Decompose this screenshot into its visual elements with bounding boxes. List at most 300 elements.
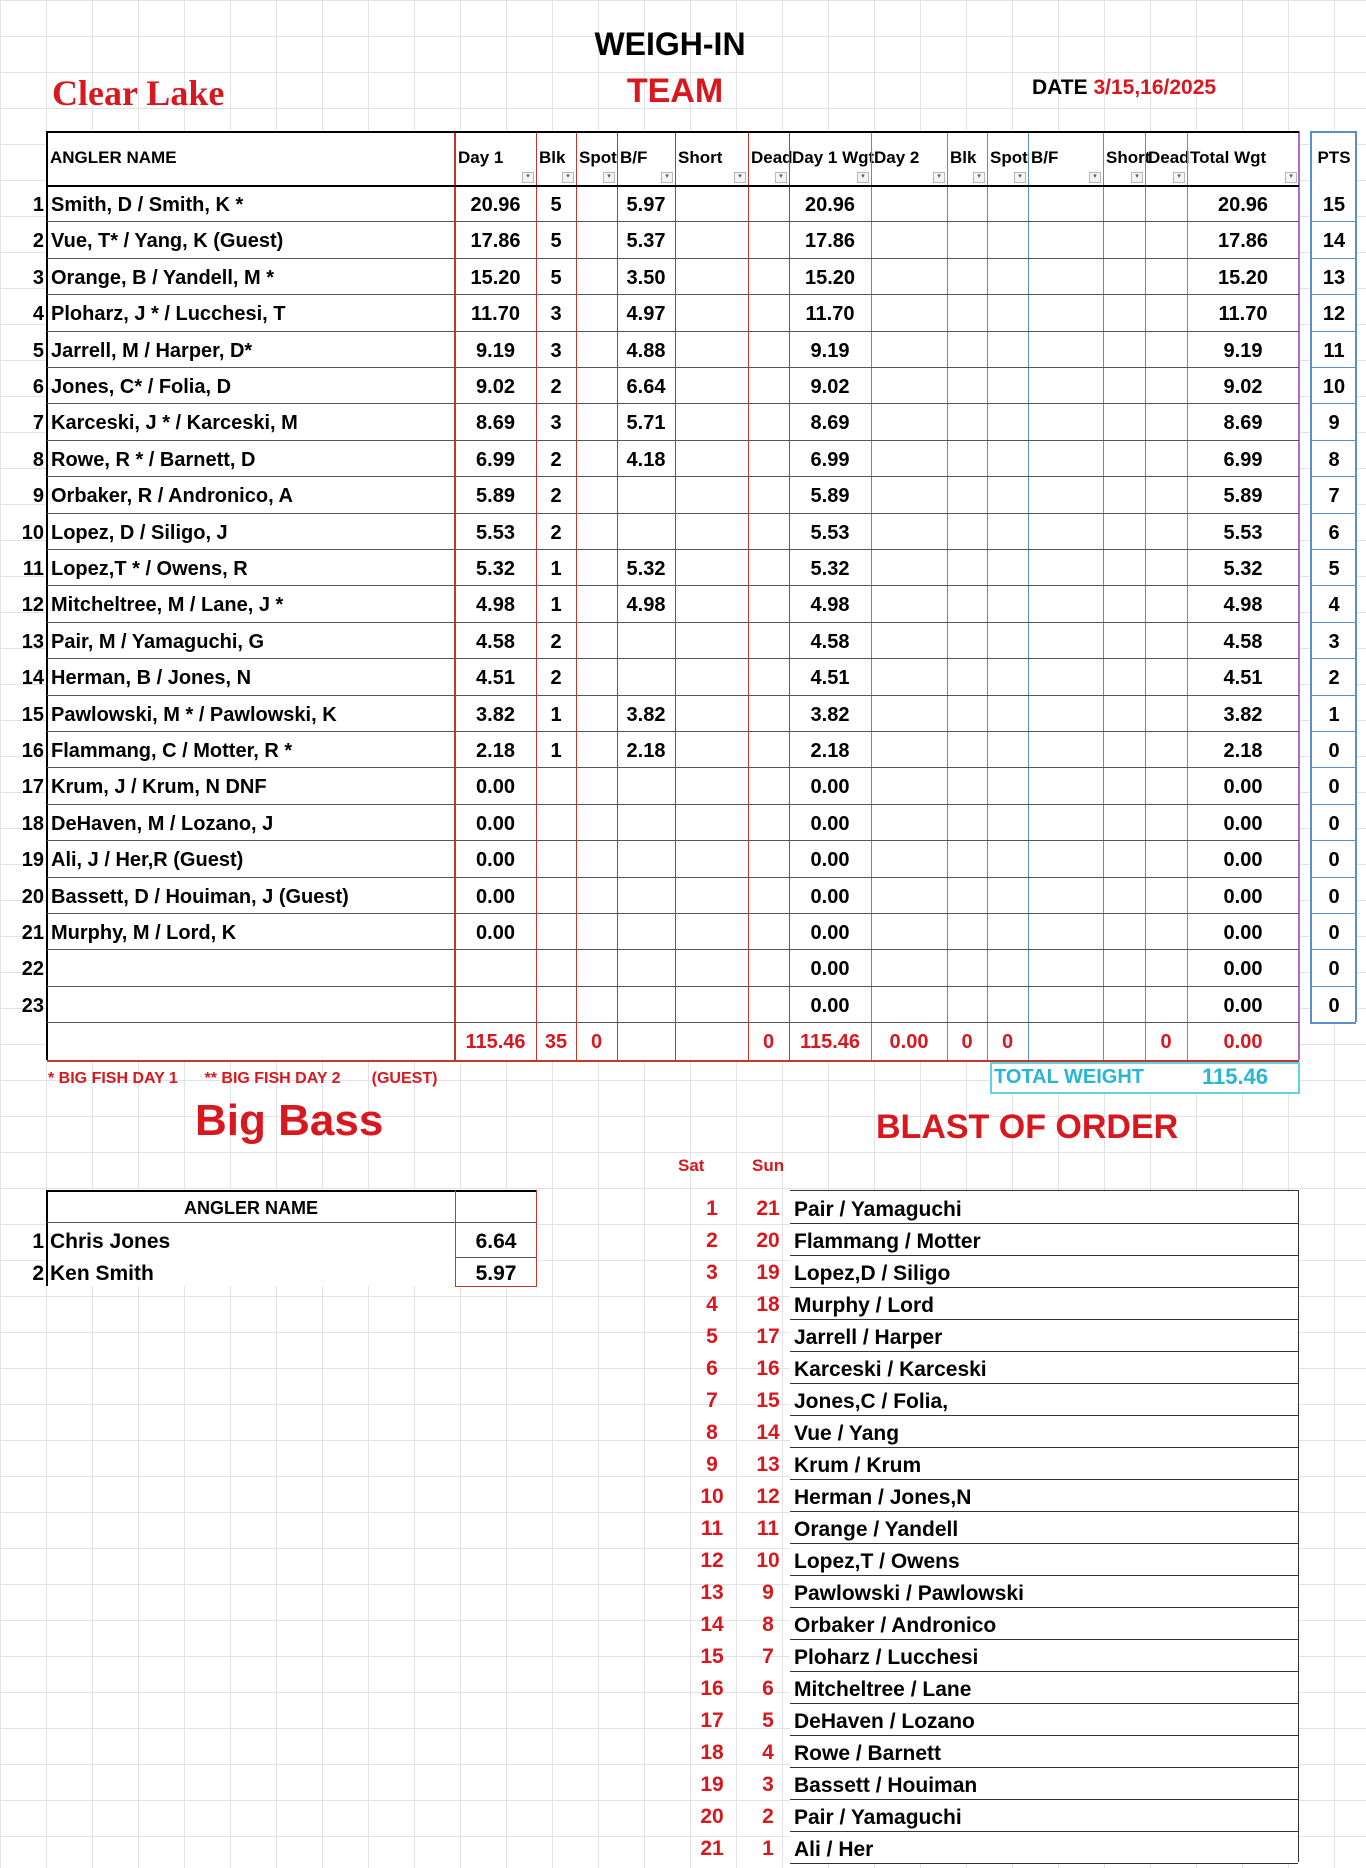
pts-cell[interactable]: 4 — [1328, 594, 1340, 617]
big-fish-cell[interactable] — [617, 622, 675, 658]
col-header-bf[interactable]: B/F — [620, 148, 648, 167]
day1-weight-cell[interactable]: 2.18 — [476, 740, 515, 762]
angler-name-cell[interactable]: Lopez, D / Siligo, J — [51, 521, 228, 544]
blast-sun-number: 20 — [756, 1229, 780, 1252]
totals-dead[interactable]: 0 — [762, 1031, 775, 1054]
totals-day1[interactable]: 115.46 — [465, 1031, 526, 1054]
blast-sat-number: 12 — [700, 1549, 724, 1572]
blast-sun-number: 12 — [756, 1485, 780, 1508]
blast-sat-number: 6 — [706, 1357, 718, 1380]
blast-sat-number: 8 — [706, 1421, 718, 1444]
pts-cell[interactable]: 0 — [1328, 994, 1340, 1017]
filter-dropdown-icon[interactable]: ▾ — [1131, 172, 1143, 183]
column-divider — [947, 131, 948, 1060]
big-fish-cell[interactable]: 5.97 — [626, 194, 666, 216]
row-number: 16 — [21, 740, 44, 762]
blast-sun-number: 1 — [762, 1837, 774, 1860]
column-divider — [748, 131, 749, 1060]
column-divider — [987, 131, 988, 1060]
row-number: 12 — [21, 594, 44, 617]
col-header-angler-name[interactable]: ANGLER NAME — [50, 148, 177, 167]
blk-cell[interactable] — [536, 877, 576, 913]
table-top-border — [47, 131, 1299, 133]
angler-name-cell[interactable]: Pawlowski, M * / Pawlowski, K — [51, 703, 337, 726]
blk-cell[interactable]: 2 — [550, 630, 562, 653]
blk-cell[interactable]: 2 — [550, 376, 562, 398]
blk-cell[interactable]: 2 — [550, 485, 562, 508]
blast-sun-number: 4 — [762, 1741, 774, 1764]
blk-cell[interactable]: 5 — [550, 266, 562, 289]
col-header-day1-wgt[interactable]: Day 1 Wgt — [792, 148, 875, 167]
total-wgt-cell[interactable]: 4.98 — [1223, 594, 1263, 617]
blast-sat-number: 15 — [700, 1645, 724, 1668]
blast-team[interactable]: Ploharz / Lucchesi — [790, 1640, 1298, 1672]
angler-name-cell[interactable]: Lopez,T * / Owens, R — [51, 558, 248, 580]
row-number: 23 — [21, 994, 44, 1017]
totals-spot[interactable]: 0 — [590, 1031, 603, 1054]
angler-name-cell[interactable]: Mitcheltree, M / Lane, J * — [51, 594, 284, 617]
blast-sat-number: 18 — [700, 1741, 724, 1764]
row-number: 21 — [21, 922, 44, 944]
blast-team[interactable]: Lopez,T / Owens — [790, 1544, 1298, 1576]
big-bass-weight[interactable]: 6.64 — [475, 1230, 517, 1253]
blast-team[interactable]: Pair / Yamaguchi — [790, 1800, 1298, 1832]
blast-team[interactable]: Herman / Jones,N — [790, 1480, 1298, 1512]
day1-weight-cell[interactable]: 5.53 — [476, 521, 515, 544]
angler-name-cell[interactable]: DeHaven, M / Lozano, J — [51, 812, 274, 835]
row-number: 11 — [22, 558, 44, 580]
angler-name-cell[interactable]: Ploharz, J * / Lucchesi, T — [51, 303, 286, 326]
blast-team[interactable]: Karceski / Karceski — [790, 1352, 1298, 1384]
col-header-dead2[interactable]: Dead — [1148, 148, 1190, 167]
blast-sat-number: 21 — [700, 1837, 724, 1860]
total-wgt-cell[interactable]: 0.00 — [1223, 922, 1263, 944]
angler-name-cell[interactable]: Krum, J / Krum, N DNF — [51, 776, 267, 799]
blast-team[interactable]: Murphy / Lord — [790, 1288, 1298, 1320]
col-header-day1[interactable]: Day 1 — [458, 148, 504, 167]
blast-team[interactable]: Orbaker / Andronico — [790, 1608, 1298, 1640]
blk-cell[interactable]: 1 — [550, 740, 562, 762]
blast-team[interactable]: Bassett / Houiman — [790, 1768, 1298, 1800]
day1-wgt-cell[interactable]: 4.58 — [810, 630, 850, 653]
big-fish-cell[interactable]: 5.37 — [626, 230, 666, 253]
col-header-pts[interactable]: PTS — [1317, 148, 1351, 167]
row-number: 1 — [32, 194, 44, 216]
totals-spot2[interactable]: 0 — [1001, 1031, 1014, 1054]
pts-cell[interactable]: 2 — [1328, 667, 1340, 690]
day1-weight-cell[interactable]: 20.96 — [470, 194, 521, 216]
col-header-short[interactable]: Short — [678, 148, 723, 167]
blk-cell[interactable]: 3 — [550, 303, 562, 326]
day1-weight-cell[interactable]: 0.00 — [476, 922, 515, 944]
col-header-spot2[interactable]: Spot — [990, 148, 1028, 167]
total-wgt-cell[interactable]: 11.70 — [1218, 303, 1268, 326]
row-number: 17 — [21, 776, 44, 799]
total-wgt-cell[interactable]: 0.00 — [1223, 994, 1263, 1017]
pts-cell[interactable]: 14 — [1322, 230, 1346, 253]
angler-name-cell[interactable]: Karceski, J * / Karceski, M — [51, 412, 298, 435]
date-label: DATE — [1032, 76, 1088, 99]
blast-team[interactable]: Rowe / Barnett — [790, 1736, 1298, 1768]
blast-sat-number: 7 — [706, 1389, 718, 1412]
blast-sun-number: 5 — [762, 1709, 774, 1732]
totals-blk[interactable]: 35 — [544, 1031, 568, 1054]
filter-dropdown-icon[interactable]: ▾ — [775, 172, 787, 183]
big-fish-cell[interactable]: 4.88 — [626, 339, 666, 362]
column-divider — [1028, 131, 1029, 1060]
blast-team[interactable]: Flammang / Motter — [790, 1224, 1298, 1256]
blast-right-border — [1298, 1190, 1299, 1862]
total-wgt-cell[interactable]: 0.00 — [1223, 812, 1263, 835]
total-wgt-cell[interactable]: 2.18 — [1223, 740, 1263, 762]
pts-cell[interactable]: 7 — [1328, 485, 1340, 508]
day1-wgt-cell[interactable]: 0.00 — [810, 849, 850, 872]
big-fish-cell[interactable] — [617, 476, 675, 512]
blast-sat-number: 14 — [700, 1613, 724, 1636]
filter-dropdown-icon[interactable]: ▾ — [1089, 172, 1101, 183]
day1-weight-cell[interactable]: 9.02 — [476, 376, 515, 398]
pts-cell[interactable]: 3 — [1328, 630, 1340, 653]
blast-sun-number: 21 — [756, 1197, 780, 1220]
date-display — [1032, 76, 1216, 100]
blast-team[interactable]: Ali / Her — [790, 1832, 1298, 1864]
big-fish-cell[interactable] — [617, 986, 675, 1022]
filter-dropdown-icon[interactable]: ▾ — [933, 172, 945, 183]
angler-name-cell[interactable] — [51, 949, 451, 985]
blast-sun-number: 14 — [756, 1421, 780, 1444]
blk-cell[interactable]: 1 — [550, 703, 562, 726]
day1-wgt-cell[interactable]: 5.89 — [810, 485, 850, 508]
blk-cell[interactable] — [536, 804, 576, 840]
col-header-dead[interactable]: Dead — [751, 148, 793, 167]
pts-cell[interactable]: 8 — [1328, 448, 1340, 471]
blk-cell[interactable]: 2 — [550, 448, 562, 471]
day1-wgt-cell[interactable]: 20.96 — [804, 194, 856, 216]
total-wgt-cell[interactable]: 0.00 — [1223, 776, 1263, 799]
sheet-title: WEIGH-IN — [594, 26, 746, 62]
angler-name-cell[interactable]: Pair, M / Yamaguchi, G — [51, 630, 265, 653]
blast-order-title: BLAST OF ORDER — [876, 1108, 1179, 1146]
row-number: 18 — [21, 812, 44, 835]
filter-dropdown-icon[interactable]: ▾ — [562, 172, 574, 183]
big-fish-cell[interactable] — [617, 840, 675, 876]
big-fish-cell[interactable]: 6.64 — [626, 376, 666, 398]
big-fish-cell[interactable]: 3.50 — [626, 266, 666, 289]
day1-wgt-cell[interactable]: 0.00 — [810, 812, 850, 835]
filter-dropdown-icon[interactable]: ▾ — [1173, 172, 1185, 183]
filter-dropdown-icon[interactable]: ▾ — [973, 172, 985, 183]
blast-sat-number: 20 — [700, 1805, 724, 1828]
angler-name-cell[interactable]: Rowe, R * / Barnett, D — [51, 448, 256, 471]
blk-cell[interactable]: 3 — [550, 412, 562, 435]
day1-wgt-cell[interactable]: 8.69 — [810, 412, 850, 435]
big-fish-cell[interactable] — [617, 658, 675, 694]
big-bass-top-border — [47, 1190, 537, 1192]
angler-name-cell[interactable]: Herman, B / Jones, N — [51, 667, 252, 690]
day1-wgt-cell[interactable]: 0.00 — [810, 885, 850, 908]
col-header-bf2[interactable]: B/F — [1031, 148, 1059, 167]
day1-wgt-cell[interactable]: 0.00 — [810, 922, 850, 944]
blast-sun-number: 13 — [756, 1453, 780, 1476]
big-fish-cell[interactable] — [617, 513, 675, 549]
blast-team[interactable]: DeHaven / Lozano — [790, 1704, 1298, 1736]
day1-weight-cell[interactable]: 5.89 — [476, 485, 515, 508]
angler-name-cell[interactable]: Orbaker, R / Andronico, A — [51, 485, 293, 508]
pts-cell[interactable]: 6 — [1328, 521, 1340, 544]
blast-sun-number: 8 — [762, 1613, 774, 1636]
blk-cell[interactable] — [536, 986, 576, 1022]
totals-dead2[interactable]: 0 — [1160, 1031, 1172, 1054]
big-fish-cell[interactable]: 4.98 — [626, 594, 666, 617]
blk-cell[interactable] — [536, 949, 576, 985]
day1-wgt-cell[interactable]: 4.98 — [810, 594, 850, 617]
total-wgt-cell[interactable]: 5.89 — [1223, 485, 1263, 508]
day1-wgt-cell[interactable]: 11.70 — [805, 303, 855, 326]
day1-weight-cell[interactable]: 5.32 — [476, 558, 515, 580]
day1-weight-cell[interactable]: 0.00 — [476, 885, 515, 908]
day1-wgt-cell[interactable]: 0.00 — [810, 958, 850, 981]
day1-weight-cell[interactable]: 15.20 — [470, 266, 521, 289]
row-number: 20 — [21, 885, 44, 908]
row-number: 13 — [21, 630, 44, 653]
blk-cell[interactable] — [536, 913, 576, 949]
row-number: 22 — [21, 958, 44, 981]
big-fish-cell[interactable]: 5.71 — [626, 412, 666, 435]
big-fish-cell[interactable]: 4.97 — [626, 303, 666, 326]
date-value: 3/15,16/2025 — [1093, 76, 1217, 99]
row-number: 10 — [21, 521, 44, 544]
day1-weight-cell[interactable]: 11.70 — [471, 303, 520, 326]
blast-team[interactable]: Lopez,D / Siligo — [790, 1256, 1298, 1288]
pts-cell[interactable]: 0 — [1328, 922, 1340, 944]
legend-note: * BIG FISH DAY 1 ** BIG FISH DAY 2 (GUEST) — [48, 1070, 438, 1087]
sat-label: Sat — [678, 1156, 705, 1175]
pts-cell[interactable]: 0 — [1328, 958, 1340, 981]
lake-name: Clear Lake — [52, 73, 225, 113]
blast-sat-number: 1 — [706, 1197, 718, 1220]
big-bass-row-number: 2 — [32, 1262, 44, 1285]
row-divider — [47, 1022, 1299, 1023]
totals-total-wgt[interactable]: 0.00 — [1223, 1031, 1263, 1054]
pts-cell[interactable]: 12 — [1322, 303, 1346, 326]
blast-sat-number: 10 — [700, 1485, 724, 1508]
filter-dropdown-icon[interactable]: ▾ — [522, 172, 534, 183]
angler-name-cell[interactable] — [51, 986, 451, 1022]
col-header-blk[interactable]: Blk — [539, 148, 566, 167]
total-wgt-cell[interactable]: 6.99 — [1223, 448, 1263, 471]
col-header-blk2[interactable]: Blk — [950, 148, 977, 167]
big-bass-header-border — [47, 1222, 537, 1223]
big-fish-cell[interactable] — [617, 877, 675, 913]
total-wgt-cell[interactable]: 4.51 — [1223, 667, 1263, 690]
row-number: 15 — [21, 703, 44, 726]
big-bass-weight[interactable]: 5.97 — [475, 1262, 517, 1285]
pts-cell[interactable]: 15 — [1322, 194, 1346, 216]
big-fish-cell[interactable] — [617, 913, 675, 949]
pts-cell[interactable]: 5 — [1328, 558, 1340, 580]
pts-cell[interactable]: 11 — [1323, 339, 1345, 362]
blast-sat-number: 3 — [706, 1261, 718, 1284]
total-wgt-cell[interactable]: 0.00 — [1223, 885, 1263, 908]
row-number: 14 — [21, 667, 44, 690]
filter-dropdown-icon[interactable]: ▾ — [734, 172, 746, 183]
day1-wgt-cell[interactable]: 0.00 — [810, 776, 850, 799]
blk-cell[interactable]: 1 — [550, 558, 562, 580]
day1-wgt-cell[interactable]: 6.99 — [810, 448, 850, 471]
total-wgt-cell[interactable]: 5.32 — [1223, 558, 1263, 580]
col-header-total-wgt[interactable]: Total Wgt — [1190, 148, 1267, 167]
row-number: 6 — [32, 376, 44, 398]
total-wgt-cell[interactable]: 9.02 — [1223, 376, 1263, 398]
day1-wgt-cell[interactable]: 15.20 — [804, 266, 856, 289]
big-fish-cell[interactable] — [617, 949, 675, 985]
col-header-day2[interactable]: Day 2 — [874, 148, 920, 167]
blast-team[interactable]: Pair / Yamaguchi — [790, 1192, 1298, 1224]
day1-wgt-cell[interactable]: 9.02 — [810, 376, 850, 398]
blast-team[interactable]: Orange / Yandell — [790, 1512, 1298, 1544]
day1-weight-cell[interactable]: 0.00 — [476, 849, 515, 872]
row-number: 2 — [32, 230, 44, 253]
row-number: 8 — [32, 448, 44, 471]
blast-team[interactable]: Jones,C / Folia, — [790, 1384, 1298, 1416]
total-wgt-cell[interactable]: 5.53 — [1223, 521, 1263, 544]
day1-weight-cell[interactable]: 0.00 — [476, 812, 515, 835]
angler-name-cell[interactable]: Ali, J / Her,R (Guest) — [51, 849, 244, 872]
day1-weight-cell[interactable]: 8.69 — [476, 412, 515, 435]
col-header-spot[interactable]: Spot — [579, 148, 617, 167]
day1-wgt-cell[interactable]: 3.82 — [810, 703, 850, 726]
pts-cell[interactable]: 9 — [1328, 412, 1340, 435]
blast-sat-number: 11 — [700, 1517, 724, 1540]
pts-row-divider — [1310, 1022, 1356, 1023]
totals-day2[interactable]: 0.00 — [889, 1031, 929, 1054]
sun-label: Sun — [752, 1156, 785, 1175]
blk-cell[interactable]: 5 — [550, 230, 562, 253]
day1-weight-cell[interactable] — [455, 949, 536, 985]
blk-cell[interactable]: 1 — [550, 594, 562, 617]
big-fish-cell[interactable]: 2.18 — [626, 740, 666, 762]
big-bass-angler[interactable]: Ken Smith — [50, 1262, 154, 1285]
pts-border-top — [1310, 131, 1356, 133]
col-header-short2[interactable]: Short — [1106, 148, 1151, 167]
blast-sat-number: 5 — [706, 1325, 718, 1348]
day1-wgt-cell[interactable]: 0.00 — [810, 994, 850, 1017]
pts-cell[interactable]: 0 — [1328, 885, 1340, 908]
total-wgt-cell[interactable]: 15.20 — [1217, 266, 1269, 289]
total-wgt-cell[interactable]: 0.00 — [1223, 849, 1263, 872]
filter-dropdown-icon[interactable]: ▾ — [857, 172, 869, 183]
big-fish-cell[interactable]: 4.18 — [626, 448, 666, 471]
column-divider — [675, 131, 676, 1060]
day1-wgt-cell[interactable]: 2.18 — [810, 740, 850, 762]
blast-team[interactable]: Pawlowski / Pawlowski — [790, 1576, 1298, 1608]
blk-cell[interactable]: 3 — [550, 339, 562, 362]
big-fish-cell[interactable]: 3.82 — [626, 703, 666, 726]
big-fish-cell[interactable]: 5.32 — [626, 558, 666, 580]
blast-sun-number: 9 — [762, 1581, 774, 1604]
big-fish-cell[interactable] — [617, 804, 675, 840]
day1-weight-cell[interactable]: 9.19 — [476, 339, 515, 362]
day1-weight-cell[interactable]: 0.00 — [476, 776, 515, 799]
pts-cell[interactable]: 0 — [1328, 740, 1340, 762]
totals-day1-wgt[interactable]: 115.46 — [799, 1031, 861, 1054]
angler-name-cell[interactable]: Smith, D / Smith, K * — [51, 194, 244, 216]
day1-weight-cell[interactable]: 6.99 — [476, 448, 515, 471]
blk-cell[interactable]: 5 — [550, 194, 562, 216]
day1-wgt-cell[interactable]: 5.53 — [810, 521, 850, 544]
day1-weight-cell[interactable] — [455, 986, 536, 1022]
blast-sun-number: 18 — [756, 1293, 780, 1316]
filter-dropdown-icon[interactable]: ▾ — [603, 172, 615, 183]
blast-team[interactable]: Vue / Yang — [790, 1416, 1298, 1448]
pts-cell[interactable]: 1 — [1328, 703, 1340, 726]
total-wgt-cell[interactable]: 0.00 — [1223, 958, 1263, 981]
blast-sun-number: 7 — [762, 1645, 774, 1668]
angler-name-cell[interactable]: Flammang, C / Motter, R * — [51, 740, 293, 762]
blast-team[interactable]: Mitcheltree / Lane — [790, 1672, 1298, 1704]
blk-cell[interactable] — [536, 767, 576, 803]
pts-cell[interactable]: 13 — [1322, 266, 1346, 289]
total-wgt-cell[interactable]: 8.69 — [1223, 412, 1263, 435]
day1-wgt-cell[interactable]: 5.32 — [810, 558, 850, 580]
total-weight-value[interactable]: 115.46 — [1201, 1064, 1269, 1089]
big-bass-col-header: ANGLER NAME — [184, 1198, 318, 1218]
blast-top-border — [790, 1190, 1298, 1191]
filter-dropdown-icon[interactable]: ▾ — [1285, 172, 1297, 183]
angler-name-cell[interactable]: Vue, T* / Yang, K (Guest) — [51, 230, 284, 253]
day1-wgt-cell[interactable]: 17.86 — [804, 230, 856, 253]
total-wgt-cell[interactable]: 4.58 — [1223, 630, 1263, 653]
blast-sun-number: 2 — [762, 1805, 774, 1828]
blast-team[interactable]: Jarrell / Harper — [790, 1320, 1298, 1352]
total-wgt-cell[interactable]: 20.96 — [1217, 194, 1269, 216]
day1-wgt-cell[interactable]: 4.51 — [810, 667, 850, 690]
row-number: 7 — [32, 412, 44, 435]
angler-name-cell[interactable]: Jarrell, M / Harper, D* — [51, 339, 253, 362]
day1-weight-cell[interactable]: 3.82 — [476, 703, 515, 726]
pts-cell[interactable]: 0 — [1328, 776, 1340, 799]
day1-weight-cell[interactable]: 4.51 — [476, 667, 515, 690]
big-bass-row-number: 1 — [32, 1230, 44, 1253]
blk-cell[interactable]: 2 — [550, 667, 562, 690]
blast-sun-number: 6 — [762, 1677, 774, 1700]
total-wgt-cell[interactable]: 9.19 — [1223, 339, 1263, 362]
day1-weight-cell[interactable]: 17.86 — [470, 230, 521, 253]
blk-cell[interactable] — [536, 840, 576, 876]
total-wgt-cell[interactable]: 3.82 — [1223, 703, 1263, 726]
blast-team[interactable]: Krum / Krum — [790, 1448, 1298, 1480]
pts-cell[interactable]: 0 — [1328, 812, 1340, 835]
big-fish-cell[interactable] — [617, 767, 675, 803]
blk-cell[interactable]: 2 — [550, 521, 562, 544]
filter-dropdown-icon[interactable]: ▾ — [661, 172, 673, 183]
total-wgt-cell[interactable]: 17.86 — [1217, 230, 1269, 253]
pts-cell[interactable]: 0 — [1328, 849, 1340, 872]
totals-blk2[interactable]: 0 — [961, 1031, 973, 1054]
pts-cell[interactable]: 10 — [1322, 376, 1346, 398]
day1-weight-cell[interactable]: 4.98 — [476, 594, 515, 617]
day1-weight-cell[interactable]: 4.58 — [476, 630, 515, 653]
big-bass-angler[interactable]: Chris Jones — [50, 1230, 171, 1253]
total-weight-label: TOTAL WEIGHT — [994, 1066, 1144, 1088]
angler-name-cell[interactable]: Orange, B / Yandell, M * — [51, 266, 275, 289]
blast-sat-number: 19 — [700, 1773, 724, 1796]
day1-wgt-cell[interactable]: 9.19 — [810, 339, 850, 362]
filter-dropdown-icon[interactable]: ▾ — [1014, 172, 1026, 183]
angler-name-cell[interactable]: Jones, C* / Folia, D — [51, 376, 232, 398]
angler-name-cell[interactable]: Bassett, D / Houiman, J (Guest) — [51, 885, 349, 908]
angler-name-cell[interactable]: Murphy, M / Lord, K — [51, 922, 237, 944]
